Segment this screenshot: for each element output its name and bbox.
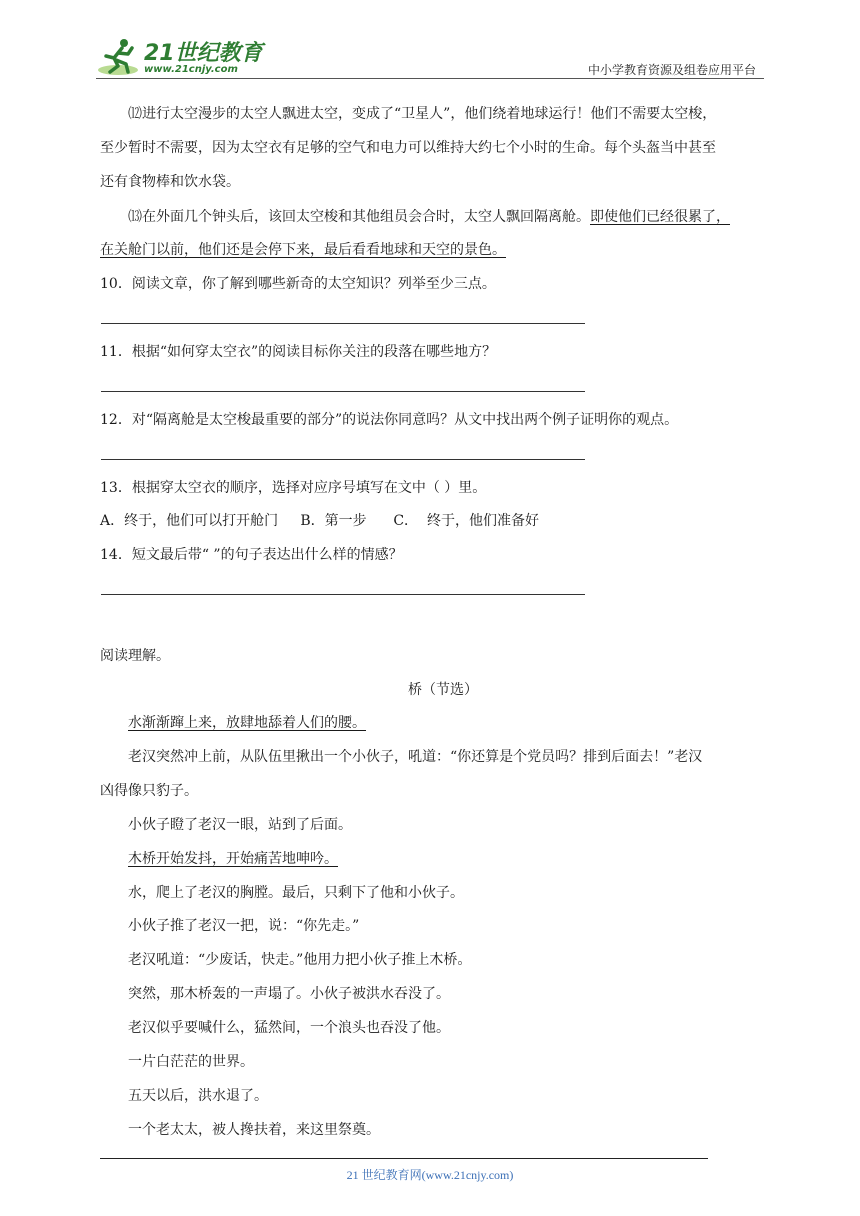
passage-line-2a: 老汉突然冲上前，从队伍里揪出一个小伙子，吼道：“你还算是个党员吗？排到后面去！”老汉: [128, 749, 703, 765]
section-label: 阅读理解。: [100, 648, 170, 664]
passage-line-2b: 凶得像只豹子。: [100, 783, 198, 799]
underlined-sentence-part-2: 在关舱门以前，他们还是会停下来，最后看看地球和天空的景色。: [100, 242, 506, 258]
passage-line-6: 小伙子推了老汉一把，说：“你先走。”: [128, 918, 360, 934]
question-13: 13．根据穿太空衣的顺序，选择对应序号填写在文中（ ）里。: [100, 480, 487, 496]
question-11: 11．根据“如何穿太空衣”的阅读目标你关注的段落在哪些地方？: [100, 344, 497, 360]
question-10: 10．阅读文章，你了解到哪些新奇的太空知识？列举至少三点。: [100, 276, 496, 292]
question-12: 12．对“隔离舱是太空梭最重要的部分”的说法你同意吗？从文中找出两个例子证明你的观点。: [100, 412, 679, 428]
answer-line-14[interactable]: [101, 594, 585, 595]
site-logo[interactable]: [96, 36, 266, 78]
paragraph-12-line-1: ⑿进行太空漫步的太空人飘进太空，变成了“卫星人”，他们绕着地球运行！他们不需要太空梭，: [128, 106, 717, 122]
underlined-sentence-part-1: 即使他们已经很累了，: [590, 209, 730, 225]
footer-divider: [100, 1158, 708, 1159]
passage-line-8: 突然，那木桥轰的一声塌了。小伙子被洪水吞没了。: [128, 986, 450, 1002]
passage-line-1: 水渐渐蹿上来，放肆地舔着人们的腰。: [128, 715, 366, 731]
passage-line-11: 五天以后，洪水退了。: [128, 1088, 268, 1104]
passage-line-10: 一片白茫茫的世界。: [128, 1054, 254, 1070]
paragraph-13-text: ⒀在外面几个钟头后，该回太空梭和其他组员会合时，太空人飘回隔离舱。: [128, 209, 590, 225]
question-14: 14．短文最后带“ ”的句子表达出什么样的情感？: [100, 547, 403, 563]
passage-line-3: 小伙子瞪了老汉一眼，站到了后面。: [128, 817, 352, 833]
logo-text: 21世纪教育: [144, 41, 263, 66]
answer-line-10[interactable]: [101, 323, 585, 324]
passage-line-9: 老汉似乎要喊什么，猛然间，一个浪头也吞没了他。: [128, 1020, 450, 1036]
footer-link[interactable]: 21 世纪教育网(www.21cnjy.com): [346, 1168, 514, 1182]
paragraph-12-line-2: 至少暂时不需要，因为太空衣有足够的空气和电力可以维持大约七个小时的生命。每个头盔当中甚至: [100, 140, 716, 156]
paragraph-13-line-1: [128, 207, 730, 227]
header-divider: [96, 78, 764, 79]
passage-line-5: 水，爬上了老汉的胸膛。最后，只剩下了他和小伙子。: [128, 885, 464, 901]
passage-line-4: 木桥开始发抖，开始痛苦地呻吟。: [128, 851, 338, 867]
platform-name: 中小学教育资源及组卷应用平台: [587, 63, 756, 77]
answer-line-12[interactable]: [101, 459, 585, 460]
passage-title: 桥（节选）: [408, 682, 478, 698]
runner-logo-icon: [96, 36, 142, 78]
answer-line-11[interactable]: [101, 391, 585, 392]
paragraph-12-line-3: 还有食物棒和饮水袋。: [100, 174, 240, 190]
passage-line-7: 老汉吼道：“少废话，快走。”他用力把小伙子推上木桥。: [128, 952, 472, 968]
logo-url: www.21cnjy.com: [144, 64, 238, 75]
passage-line-12: 一个老太太，被人搀扶着，来这里祭奠。: [128, 1122, 380, 1138]
question-13-options: A．终于，他们可以打开舱门 B．第一步 C． 终于，他们准备好: [100, 513, 539, 529]
